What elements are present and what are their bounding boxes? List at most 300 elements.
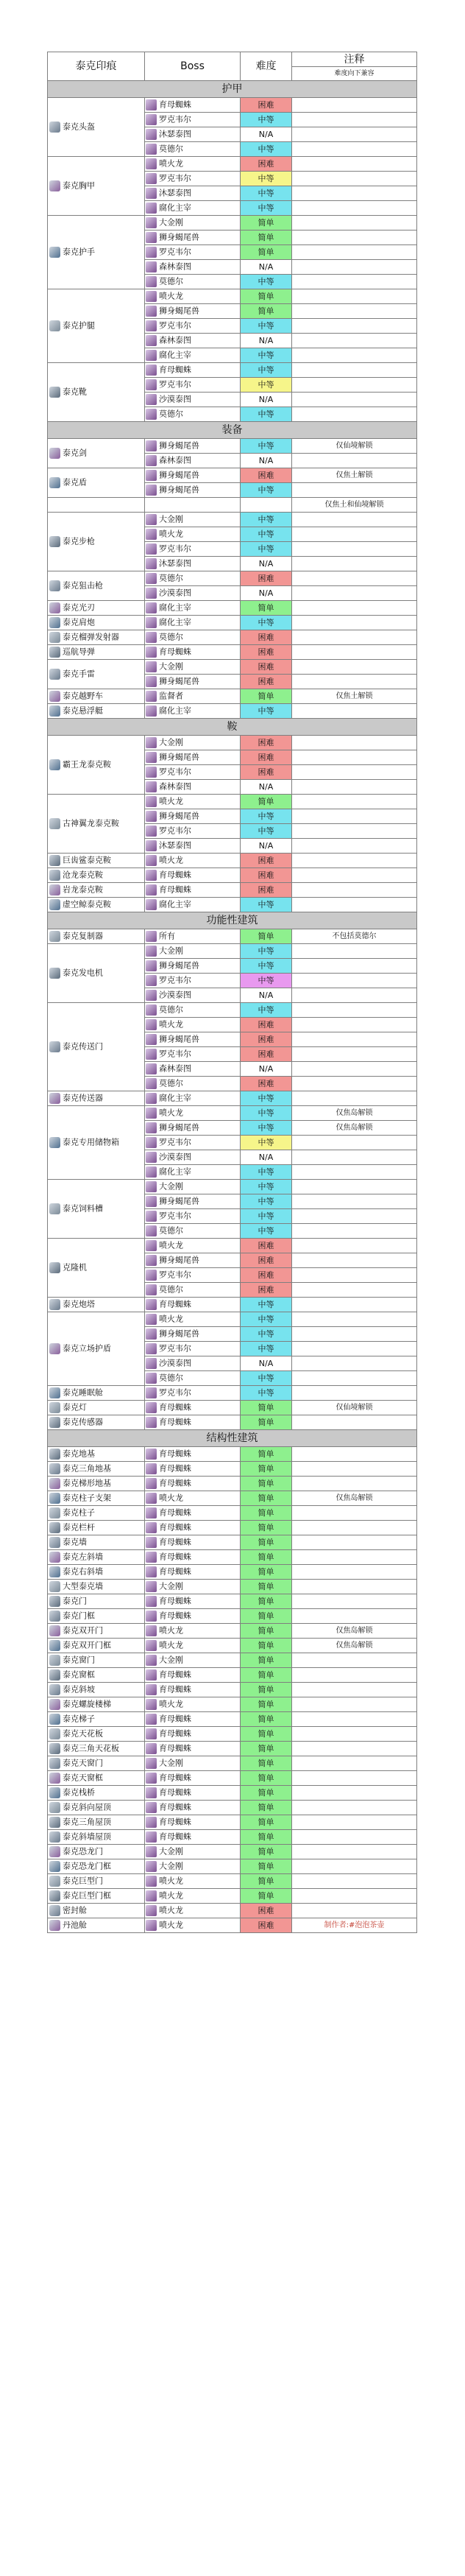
boss-icon: [146, 1566, 157, 1577]
boss-name: 喷火龙: [159, 291, 183, 301]
boss-icon: [146, 647, 157, 658]
boss-cell: [145, 527, 241, 542]
boss-icon: [146, 558, 157, 569]
table-row: [48, 1918, 417, 1933]
note-cell: [292, 1415, 417, 1430]
note-cell: 仅焦岛解锁: [292, 1491, 417, 1506]
note-cell: [292, 1253, 417, 1268]
item-name: 泰克专用储物箱: [63, 1137, 119, 1147]
table-row: [48, 1091, 417, 1106]
difficulty-cell: 中等: [241, 704, 292, 719]
boss-name: 喷火龙: [159, 1493, 183, 1503]
table-row: [48, 1298, 417, 1312]
note-cell: [292, 513, 417, 527]
section-row: [48, 81, 417, 98]
difficulty-cell: 中等: [241, 1327, 292, 1342]
boss-name: 喷火龙: [159, 1699, 183, 1709]
boss-name: 沙漠泰图: [159, 1152, 191, 1162]
boss-icon: [146, 975, 157, 986]
boss-icon: [146, 1049, 157, 1060]
table-header: [48, 52, 417, 81]
boss-cell: [145, 1003, 241, 1018]
note-cell: [292, 1771, 417, 1786]
difficulty-cell: 简单: [241, 1565, 292, 1580]
boss-name: 森林泰图: [159, 1063, 191, 1074]
note-cell: [292, 1506, 417, 1521]
difficulty-cell: 中等: [241, 275, 292, 289]
table-row: [48, 1668, 417, 1683]
boss-cell: [145, 1653, 241, 1668]
item-name: 密封舱: [63, 1905, 87, 1915]
boss-name: 大金刚: [159, 1758, 183, 1768]
boss-cell: [145, 1771, 241, 1786]
boss-name: 所有: [159, 931, 175, 941]
difficulty-cell: [241, 498, 292, 513]
boss-cell: [145, 1918, 241, 1933]
table-row: [48, 1535, 417, 1550]
table-row: [48, 1786, 417, 1801]
boss-cell: [145, 201, 241, 216]
note-cell: [292, 1356, 417, 1371]
boss-cell: [145, 839, 241, 854]
note-cell: [292, 1239, 417, 1253]
boss-icon: [146, 485, 157, 496]
table-row: [48, 929, 417, 944]
wall-icon: [49, 1537, 60, 1548]
difficulty-cell: 中等: [241, 824, 292, 839]
boss-name: 腐化主宰: [159, 617, 191, 627]
boss-cell: [145, 1550, 241, 1565]
boss-icon: [146, 767, 157, 778]
item-cell: [48, 1874, 145, 1889]
difficulty-cell: 简单: [241, 216, 292, 230]
boss-name: 监督者: [159, 691, 183, 701]
boss-icon: [146, 114, 157, 125]
item-name: 丹池舱: [63, 1920, 87, 1930]
boss-icon: [146, 1343, 157, 1354]
boss-cell: [145, 1668, 241, 1683]
boss-cell: [145, 363, 241, 378]
item-cell: [48, 1401, 145, 1415]
boss-icon: [146, 1240, 157, 1251]
item-cell: [48, 736, 145, 795]
item-cell: [48, 1683, 145, 1697]
boss-name: 育母蜘蛛: [159, 1537, 191, 1547]
difficulty-cell: 中等: [241, 319, 292, 334]
boss-icon: [146, 440, 157, 451]
table-row: [48, 1801, 417, 1815]
table-row: [48, 944, 417, 959]
table-row: [48, 1756, 417, 1771]
difficulty-cell: 简单: [241, 1506, 292, 1521]
boss-name: 喷火龙: [159, 158, 183, 169]
boss-name: 狮身蝎尾兽: [159, 470, 199, 480]
boss-cell: [145, 1150, 241, 1165]
table-row: [48, 439, 417, 454]
boss-icon: [146, 1611, 157, 1622]
difficulty-cell: 困难: [241, 1239, 292, 1253]
item-name: 泰克光刃: [63, 602, 95, 613]
note-cell: [292, 1091, 417, 1106]
note-cell: [292, 1830, 417, 1845]
storage-icon: [49, 1137, 60, 1148]
boss-name: 育母蜘蛛: [159, 1552, 191, 1562]
boss-cell: [145, 1327, 241, 1342]
boss-icon: [146, 1402, 157, 1413]
boss-name: 喷火龙: [159, 529, 183, 539]
note-cell: [292, 645, 417, 660]
boss-cell: [145, 1845, 241, 1859]
item-name: 泰克狙击枪: [63, 580, 103, 591]
section-row: [48, 912, 417, 929]
note-cell: [292, 216, 417, 230]
boss-cell: [145, 98, 241, 113]
boss-name: 莫德尔: [159, 1373, 183, 1383]
difficulty-cell: 困难: [241, 736, 292, 750]
boss-name: 罗克韦尔: [159, 1137, 191, 1147]
hatch-icon: [49, 1758, 60, 1769]
table-row: [48, 1506, 417, 1521]
boss-cell: [145, 736, 241, 750]
item-cell: [48, 1668, 145, 1683]
difficulty-cell: 中等: [241, 1209, 292, 1224]
difficulty-cell: 简单: [241, 1712, 292, 1727]
table-row: [48, 898, 417, 912]
note-cell: [292, 854, 417, 868]
boss-cell: [145, 1756, 241, 1771]
table-row: [48, 660, 417, 675]
boss-icon: [146, 1714, 157, 1725]
difficulty-cell: 简单: [241, 1462, 292, 1477]
difficulty-cell: 困难: [241, 750, 292, 765]
chestplate-icon: [49, 180, 60, 191]
item-cell: [48, 1521, 145, 1535]
note-cell: [292, 483, 417, 498]
boss-cell: [145, 1121, 241, 1136]
note-cell: [292, 630, 417, 645]
boss-icon: [146, 632, 157, 643]
item-name: 泰克天花板: [63, 1728, 103, 1739]
boss-cell: [145, 675, 241, 689]
boss-cell: [145, 616, 241, 630]
table-row: [48, 1106, 417, 1121]
table-row: [48, 630, 417, 645]
boss-cell: [145, 929, 241, 944]
boss-icon: [146, 144, 157, 155]
boss-icon: [146, 960, 157, 971]
boss-cell: [145, 765, 241, 780]
table-row: [48, 1550, 417, 1565]
item-name: 泰克门框: [63, 1611, 95, 1621]
boss-name: 森林泰图: [159, 781, 191, 792]
difficulty-cell: 中等: [241, 201, 292, 216]
boss-icon: [146, 1905, 157, 1916]
item-cell: [48, 660, 145, 689]
boss-cell: [145, 630, 241, 645]
note-cell: [292, 172, 417, 186]
boss-icon: [146, 1078, 157, 1089]
difficulty-cell: 简单: [241, 1491, 292, 1506]
boss-icon: [146, 1522, 157, 1533]
note-cell: 仅焦土解锁: [292, 468, 417, 483]
note-cell: [292, 1283, 417, 1298]
boss-cell: [145, 1815, 241, 1830]
boss-icon: [146, 826, 157, 837]
item-name: 泰克榴弹发射器: [63, 632, 119, 642]
boss-name: 罗克韦尔: [159, 1049, 191, 1059]
boss-icon: [146, 1270, 157, 1281]
boss-name: 育母蜘蛛: [159, 1449, 191, 1459]
boss-name: 狮身蝎尾兽: [159, 485, 199, 495]
difficulty-cell: 简单: [241, 601, 292, 616]
difficulty-cell: 简单: [241, 1415, 292, 1430]
table-row: [48, 1771, 417, 1786]
note-cell: [292, 660, 417, 675]
difficulty-cell: 困难: [241, 1077, 292, 1091]
item-cell: [48, 1565, 145, 1580]
section-row: [48, 422, 417, 439]
section-title: 结构性建筑: [48, 1430, 417, 1447]
doorframe-icon: [49, 1640, 60, 1651]
difficulty-cell: 简单: [241, 1889, 292, 1904]
section-title: 功能性建筑: [48, 912, 417, 929]
boss-cell: [145, 1106, 241, 1121]
item-name: 泰克传送器: [63, 1093, 103, 1103]
note-cell: [292, 1447, 417, 1462]
table-row: [48, 601, 417, 616]
note-cell: [292, 809, 417, 824]
boss-name: 育母蜘蛛: [159, 1728, 191, 1739]
item-name: 克隆机: [63, 1262, 87, 1273]
boss-name: 喷火龙: [159, 1876, 183, 1886]
item-cell: [48, 1697, 145, 1712]
boss-name: 大金刚: [159, 946, 183, 956]
note-cell: 仅焦岛解锁: [292, 1121, 417, 1136]
table-row: [48, 1624, 417, 1639]
boss-cell: [145, 704, 241, 719]
table-row: [48, 468, 417, 483]
difficulty-cell: 简单: [241, 1594, 292, 1609]
note-cell: [292, 363, 417, 378]
boss-icon: [146, 1876, 157, 1887]
sword-icon: [49, 448, 60, 459]
boss-cell: [145, 1091, 241, 1106]
door-icon: [49, 1625, 60, 1636]
item-name: 泰克炮塔: [63, 1299, 95, 1309]
boss-name: 大金刚: [159, 217, 183, 228]
boss-icon: [146, 931, 157, 942]
table-row: [48, 1727, 417, 1742]
table-row: [48, 98, 417, 113]
item-name: 泰克左斜墙: [63, 1552, 103, 1562]
difficulty-cell: 中等: [241, 1091, 292, 1106]
boss-icon: [146, 705, 157, 717]
boss-cell: [145, 1180, 241, 1194]
saddle-icon: [49, 759, 60, 770]
table-row: [48, 1386, 417, 1401]
boss-icon: [146, 1019, 157, 1030]
boss-name: 腐化主宰: [159, 203, 191, 213]
boss-cell: [145, 1136, 241, 1150]
note-cell: [292, 113, 417, 127]
boss-name: 罗克韦尔: [159, 1343, 191, 1354]
boss-icon: [146, 379, 157, 390]
boss-name: 莫德尔: [159, 1225, 183, 1236]
table-row: [48, 689, 417, 704]
item-cell: [48, 1727, 145, 1742]
note-cell: [292, 795, 417, 809]
boss-icon: [146, 1478, 157, 1489]
boss-icon: [146, 1373, 157, 1384]
boss-cell: [145, 230, 241, 245]
item-name: 泰克恐龙门框: [63, 1861, 111, 1871]
boss-cell: [145, 407, 241, 422]
difficulty-cell: 困难: [241, 571, 292, 586]
item-name: 泰克墙: [63, 1537, 87, 1547]
item-cell: [48, 1756, 145, 1771]
difficulty-cell: 简单: [241, 1401, 292, 1415]
note-cell: [292, 1786, 417, 1801]
boss-cell: [145, 468, 241, 483]
gate-icon: [49, 1861, 60, 1872]
boss-name: 沙漠泰图: [159, 394, 191, 404]
item-cell: [48, 795, 145, 854]
item-name: 泰克梯子: [63, 1714, 95, 1724]
difficulty-cell: 简单: [241, 1727, 292, 1742]
item-cell: [48, 439, 145, 468]
item-cell: [48, 1239, 145, 1298]
boss-icon: [146, 1773, 157, 1784]
difficulty-cell: N/A: [241, 127, 292, 142]
note-cell: [292, 1194, 417, 1209]
boss-name: 大金刚: [159, 1846, 183, 1857]
boss-icon: [146, 1581, 157, 1592]
section-title: 装备: [48, 422, 417, 439]
table-row: [48, 1859, 417, 1874]
table-row: [48, 1683, 417, 1697]
difficulty-cell: 简单: [241, 1639, 292, 1653]
item-name: 泰克步枪: [63, 536, 95, 546]
wall-icon: [49, 1552, 60, 1563]
boss-cell: [145, 1447, 241, 1462]
boss-name: 沐瑟泰图: [159, 129, 191, 139]
boss-icon: [146, 1284, 157, 1295]
note-cell: [292, 1889, 417, 1904]
boss-cell: [145, 393, 241, 407]
boss-cell: [145, 1165, 241, 1180]
difficulty-cell: 中等: [241, 1386, 292, 1401]
table-row: [48, 1565, 417, 1580]
table-row: [48, 498, 417, 513]
difficulty-cell: 简单: [241, 689, 292, 704]
boss-name: 沙漠泰图: [159, 1358, 191, 1368]
difficulty-cell: 简单: [241, 1697, 292, 1712]
table-row: [48, 1845, 417, 1859]
note-cell: [292, 839, 417, 854]
note-cell: 仅焦岛解锁: [292, 1624, 417, 1639]
boss-name: 喷火龙: [159, 1108, 183, 1118]
note-cell: [292, 157, 417, 172]
item-cell: [48, 98, 145, 157]
helmet-icon: [49, 122, 60, 133]
boss-cell: [145, 1786, 241, 1801]
boss-name: 育母蜘蛛: [159, 99, 191, 110]
boss-name: 育母蜘蛛: [159, 1417, 191, 1427]
section-title: 护甲: [48, 81, 417, 98]
boss-name: 育母蜘蛛: [159, 1669, 191, 1680]
boss-icon: [146, 691, 157, 702]
boss-cell: [145, 974, 241, 988]
boss-icon: [146, 884, 157, 895]
boss-icon: [146, 203, 157, 214]
table-row: [48, 157, 417, 172]
boss-name: 沐瑟泰图: [159, 558, 191, 569]
ramp-icon: [49, 1684, 60, 1695]
difficulty-cell: 简单: [241, 1874, 292, 1889]
table-row: [48, 1580, 417, 1594]
item-name: 泰克剑: [63, 448, 87, 458]
railing-icon: [49, 1522, 60, 1533]
boss-cell: [145, 586, 241, 601]
boss-cell: [145, 601, 241, 616]
note-cell: [292, 1477, 417, 1491]
saddle-icon: [49, 818, 60, 829]
item-cell: [48, 1609, 145, 1624]
difficulty-cell: 困难: [241, 1904, 292, 1918]
boss-icon: [146, 1507, 157, 1518]
boss-icon: [146, 158, 157, 169]
boss-icon: [146, 1831, 157, 1843]
item-cell: [48, 498, 145, 513]
boss-icon: [146, 350, 157, 361]
boss-icon: [146, 247, 157, 258]
boss-icon: [146, 1004, 157, 1016]
difficulty-cell: 中等: [241, 1136, 292, 1150]
boss-cell: [145, 172, 241, 186]
header-difficulty: 难度: [241, 52, 292, 81]
boss-icon: [146, 870, 157, 881]
boss-name: 罗克韦尔: [159, 320, 191, 331]
item-cell: [48, 601, 145, 616]
note-cell: [292, 378, 417, 393]
boss-cell: [145, 1371, 241, 1386]
note-cell: [292, 601, 417, 616]
item-name: 泰克斜坡: [63, 1684, 95, 1695]
boss-cell: [145, 113, 241, 127]
note-cell: [292, 1653, 417, 1668]
note-cell: [292, 1371, 417, 1386]
item-cell: [48, 854, 145, 868]
item-cell: [48, 630, 145, 645]
difficulty-cell: 中等: [241, 1342, 292, 1356]
difficulty-cell: 简单: [241, 1447, 292, 1462]
boss-name: 狮身蝎尾兽: [159, 1329, 199, 1339]
item-name: 巡航导弹: [63, 647, 95, 657]
boss-name: 育母蜘蛛: [159, 1478, 191, 1488]
boss-cell: [145, 988, 241, 1003]
boss-name: 育母蜘蛛: [159, 1463, 191, 1474]
boss-cell: [145, 1624, 241, 1639]
boss-cell: [145, 1859, 241, 1874]
boss-icon: [146, 394, 157, 405]
difficulty-cell: N/A: [241, 586, 292, 601]
item-cell: [48, 1742, 145, 1756]
boss-name: 罗克韦尔: [159, 173, 191, 183]
boss-cell: [145, 319, 241, 334]
note-cell: [292, 1727, 417, 1742]
difficulty-cell: 中等: [241, 113, 292, 127]
hatch-icon: [49, 1773, 60, 1784]
